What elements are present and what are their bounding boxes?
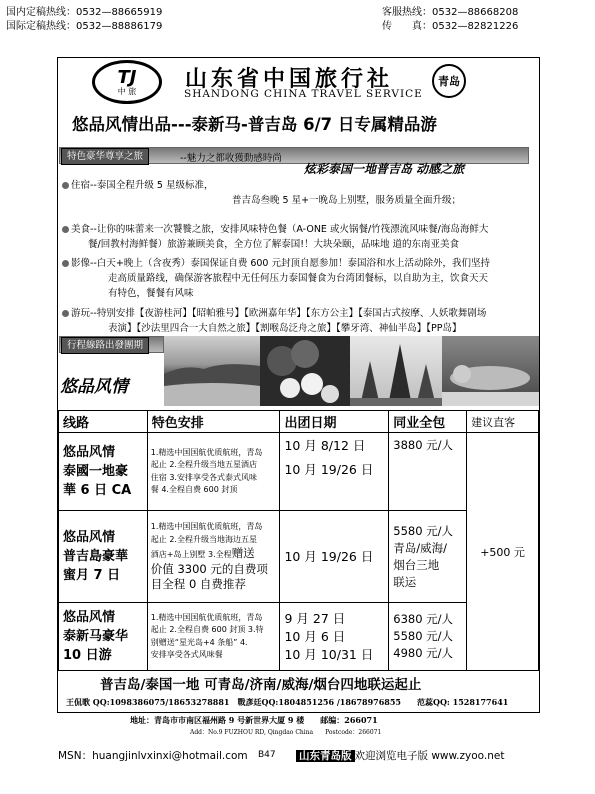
route-cell [59, 511, 148, 603]
feature-text: 住宿 3.安排享受各式泰式风味 [150, 472, 257, 482]
service-hotline: 客服热线：0532—88668208 [382, 7, 519, 18]
feature-line: 走高质量路线，确保游客旅程中无任何压力泰国餐食为台湾团餐标，以自助为主，饮食天天 [108, 273, 489, 284]
route-cell [59, 603, 148, 671]
route-line: 泰新马豪华 [63, 629, 129, 644]
date-line: 10 月 19/26 日 [284, 548, 374, 564]
date-line: 9 月 27 日 [284, 610, 346, 626]
route-line: 華 6 日 CA [63, 483, 132, 498]
feature-line: 表演】【沙法里四合一大自然之旅】【割喉岛泛舟之旅】【攀牙湾、神仙半岛】【PP岛】 [108, 323, 462, 334]
features-cell [147, 511, 280, 603]
route-line: 悠品风情 [63, 530, 116, 545]
route-line: 普吉島豪華 [63, 549, 129, 564]
feature-line: 游玩--特别安排【夜游桂河】【昭帕雅号】【欧洲嘉年华】【东方公主】【泰国古式按摩、人妖歌舞剧场 [71, 308, 487, 319]
date-line: 10 月 19/26 日 [284, 462, 374, 477]
spa-photo [442, 336, 539, 406]
feature-text: 酒店+岛上别墅 3.全程 [150, 550, 232, 560]
price-line: 6380 元/人 [393, 612, 454, 626]
footer-brand [296, 748, 504, 763]
header-trade-price: 同业全包 [389, 411, 467, 433]
header-features: 特色安排 [147, 411, 280, 433]
address-cn: 地址：青岛市市南区福州路 9 号新世界大厦 9 楼 邮编：266071 [130, 715, 378, 725]
brand-name-cn: 山东省中国旅行社 [185, 66, 394, 92]
bullet-dot-icon [62, 260, 69, 267]
feature-line: 美食--让你的味蕾来一次饕餮之旅，安排风味特色餐（A-ONE 或火锅餐/竹筏漂流风味餐/海岛海鲜大 [71, 224, 489, 235]
bullet-dot-icon [62, 226, 69, 233]
features-intro: --魅力之都收獲動感時尚 [180, 153, 282, 164]
feature-text: 别赠送“星光岛+4 条船” 4. [150, 637, 248, 647]
international-hotline: 国际定稿热线：0532—88886179 [6, 21, 163, 32]
trade-price-cell [389, 433, 467, 511]
route-cell [59, 433, 148, 511]
features-list [62, 178, 536, 336]
bullet-dot-icon [62, 310, 69, 317]
temple-illustration [350, 336, 442, 406]
feature-text-emphasis: 价值 3300 元的自费项 [150, 561, 268, 576]
page-number: B47 [258, 750, 276, 760]
feature-text: 餐 4.全程自费 600 封顶 [150, 485, 238, 494]
route-line: 蜜月 7 日 [63, 568, 121, 583]
beach-photo [164, 336, 260, 406]
spa-illustration [442, 336, 539, 406]
headline: 悠品风情出品---泰新马-普吉岛 6/7 日专属精品游 [72, 115, 437, 134]
features-cell [147, 433, 280, 511]
price-line: 5580 元/人 [393, 629, 454, 643]
msn-contact: MSN：huangjinlvxinxi@hotmail.com [58, 750, 248, 762]
feature-text: 1.精选中国国航优质航班，青岛 [150, 447, 263, 457]
feature-line: 住宿--泰国全程升级 5 星级标准， [71, 180, 214, 191]
dates-cell [280, 603, 389, 671]
feature-text: 1.精选中国国航优质航班，青岛 [150, 522, 263, 532]
date-line: 10 月 10/31 日 [284, 646, 374, 662]
logo-small-text: 中 旅 [117, 86, 137, 96]
route-line: 泰國一地豪 [63, 464, 129, 479]
sales-contacts: 王侃歌 QQ:1098386075/18653278881 戰彥廷QQ:1804851256 /18678976855 范蕊QQ: 1528177641 [66, 697, 509, 707]
beach-photo-illustration [164, 336, 260, 406]
feature-line: 餐/回教村海鲜餐）旅游兼顾美食，全方位了解泰国!！大块朵颐，品味地 道的东南亚美食 [88, 239, 460, 250]
feature-text: 1.精选中国国航优质航班，青岛 [150, 612, 263, 622]
retail-price-cell [467, 433, 539, 671]
feature-line: 有特色，餐餐有风味 [108, 288, 194, 299]
price-line: 5580 元/人 [393, 523, 454, 538]
table-row [59, 433, 539, 511]
feature-line: 普吉岛叁晚 5 星+一晚岛上别墅，服务质量全面升级； [232, 195, 462, 206]
city-badge: 青岛 [432, 64, 466, 98]
feature-text: 安排享受各式风味餐 [150, 650, 223, 659]
price-line: 烟台三地 [393, 557, 440, 572]
domestic-hotline: 国内定稿热线：0532—88665919 [6, 7, 163, 18]
retail-price-value: +500 元 [480, 545, 525, 559]
table-header-row [59, 411, 539, 433]
cts-logo [92, 60, 162, 104]
price-line: 青岛/威海/ [393, 540, 447, 555]
date-line: 10 月 6 日 [284, 628, 346, 644]
header-dates: 出团日期 [280, 411, 389, 433]
dates-cell [280, 511, 389, 603]
route-line: 悠品风情 [63, 445, 116, 460]
feature-text-emphasis: 目全程 0 自费推荐 [150, 576, 246, 591]
feature-item-sightseeing [62, 306, 536, 336]
table-row [59, 511, 539, 603]
feature-text: 起止 2.全程升级当地海边五星 [150, 534, 257, 544]
rambutan-illustration [260, 336, 350, 406]
rambutan-photo [260, 336, 350, 406]
feature-text: 起止 2.全程升级当地五星酒店 [150, 460, 257, 469]
brand-name-en: SHANDONG CHINA TRAVEL SERVICE [184, 88, 423, 100]
logo-mark: TJ [117, 66, 137, 88]
feature-text-emphasis: 赠送 [231, 546, 255, 561]
header-retail-price: 建议直客 [467, 411, 539, 433]
price-line: 4980 元/人 [393, 646, 454, 660]
website-link[interactable]: 欢迎浏览电子版 www.zyoo.net [354, 750, 505, 762]
header-route: 线路 [59, 411, 148, 433]
bullet-dot-icon [62, 182, 69, 189]
feature-line: 影像--白天+晚上（含夜秀）泰国保证自费 600 元封顶自愿参加！泰国浴和水上活动除外，我们坚持 [71, 258, 490, 269]
feature-item-entertainment [62, 256, 536, 306]
features-cell [147, 603, 280, 671]
gallery-section-label: 行程線路出發團期 [61, 337, 149, 354]
features-section-label: 特色豪华尊享之旅 [61, 148, 149, 165]
price-line: 联运 [393, 574, 417, 589]
departure-tagline: 普吉岛/泰国一地 可青岛/济南/威海/烟台四地联运起止 [100, 677, 422, 693]
address-en: Add：No.9 FUZHOU RD, Qingdao China Postcode：266071 [190, 729, 382, 736]
fax-number: 传 真：0532—82821226 [382, 21, 519, 32]
table-row [59, 603, 539, 671]
trade-price-cell [389, 603, 467, 671]
date-line: 10 月 8/12 日 [284, 438, 366, 453]
edition-badge: 山东青岛版 [296, 750, 355, 762]
route-line: 10 日游 [63, 648, 112, 663]
feature-text: 起止 2.全程自费 600 封顶 3.特 [150, 625, 264, 634]
feature-item-lodging [62, 178, 536, 222]
temple-photo [350, 336, 442, 406]
dates-cell [280, 433, 389, 511]
gallery-brand-script: 悠品风情 [60, 377, 128, 397]
route-line: 悠品风情 [63, 610, 116, 625]
features-slogan: 炫彩泰国一地普吉岛 动感之旅 [304, 162, 465, 176]
itinerary-table [58, 410, 539, 671]
feature-item-food [62, 222, 536, 256]
trade-price-cell [389, 511, 467, 603]
price-line: 3880 元/人 [393, 438, 454, 452]
